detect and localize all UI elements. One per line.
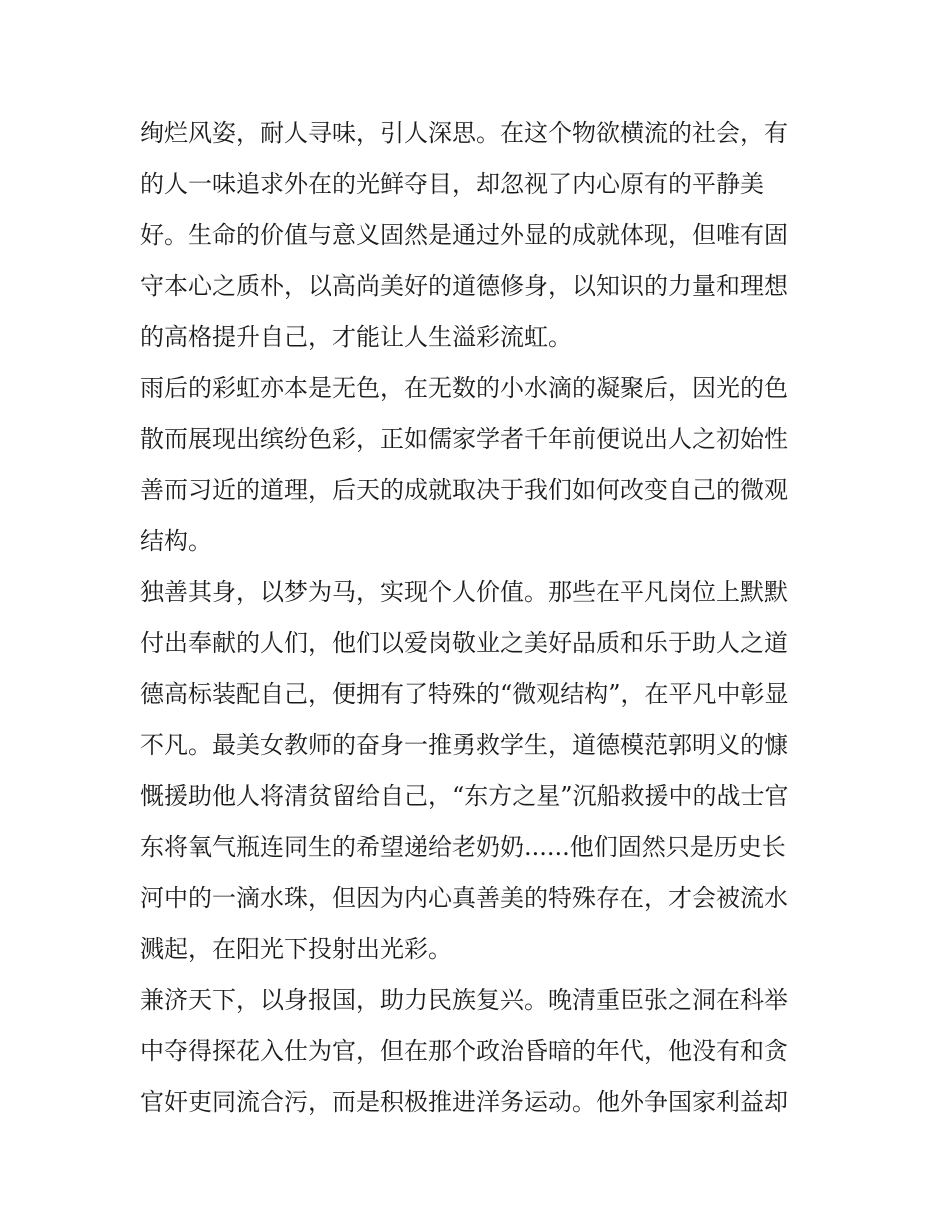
text-line: 付出奉献的人们，他们以爱岗敬业之美好品质和乐于助人之道	[140, 629, 788, 657]
text-line: 的人一味追求外在的光鲜夺目，却忽视了内心原有的平静美	[140, 170, 764, 198]
text-line: 的高格提升自己，才能让人生溢彩流虹。	[140, 323, 572, 351]
text-line: 结构。	[140, 527, 212, 555]
text-line: 溅起，在阳光下投射出光彩。	[140, 935, 452, 963]
text-line: 散而展现出缤纷色彩，正如儒家学者千年前便说出人之初始性	[140, 425, 788, 453]
text-line: 善而习近的道理，后天的成就取决于我们如何改变自己的微观	[140, 476, 788, 504]
text-line: 好。生命的价值与意义固然是通过外显的成就体现，但唯有固	[140, 221, 788, 249]
text-line: 德高标装配自己，便拥有了特殊的“微观结构”，在平凡中彰显	[140, 680, 789, 708]
text-line: 独善其身，以梦为马，实现个人价值。那些在平凡岗位上默默	[140, 578, 788, 606]
text-line: 官奸吏同流合污，而是积极推进洋务运动。他外争国家利益却	[140, 1088, 788, 1116]
essay-text	[140, 108, 820, 1128]
text-line: 雨后的彩虹亦本是无色，在无数的小水滴的凝聚后，因光的色	[140, 374, 788, 402]
text-line: 东将氧气瓶连同生的希望递给老奶奶......他们固然只是历史长	[140, 833, 786, 861]
text-line: 慨援助他人将清贫留给自己，“东方之星”沉船救援中的战士官	[140, 782, 789, 810]
text-line: 守本心之质朴，以高尚美好的道德修身，以知识的力量和理想	[140, 272, 788, 300]
text-line: 河中的一滴水珠，但因为内心真善美的特殊存在，才会被流水	[140, 884, 788, 912]
text-line: 不凡。最美女教师的奋身一推勇救学生，道德模范郭明义的慷	[140, 731, 788, 759]
text-line: 绚烂风姿，耐人寻味，引人深思。在这个物欲横流的社会，有	[140, 119, 788, 147]
text-line: 兼济天下，以身报国，助力民族复兴。晚清重臣张之洞在科举	[140, 986, 788, 1014]
text-line: 中夺得探花入仕为官，但在那个政治昏暗的年代，他没有和贪	[140, 1037, 788, 1065]
